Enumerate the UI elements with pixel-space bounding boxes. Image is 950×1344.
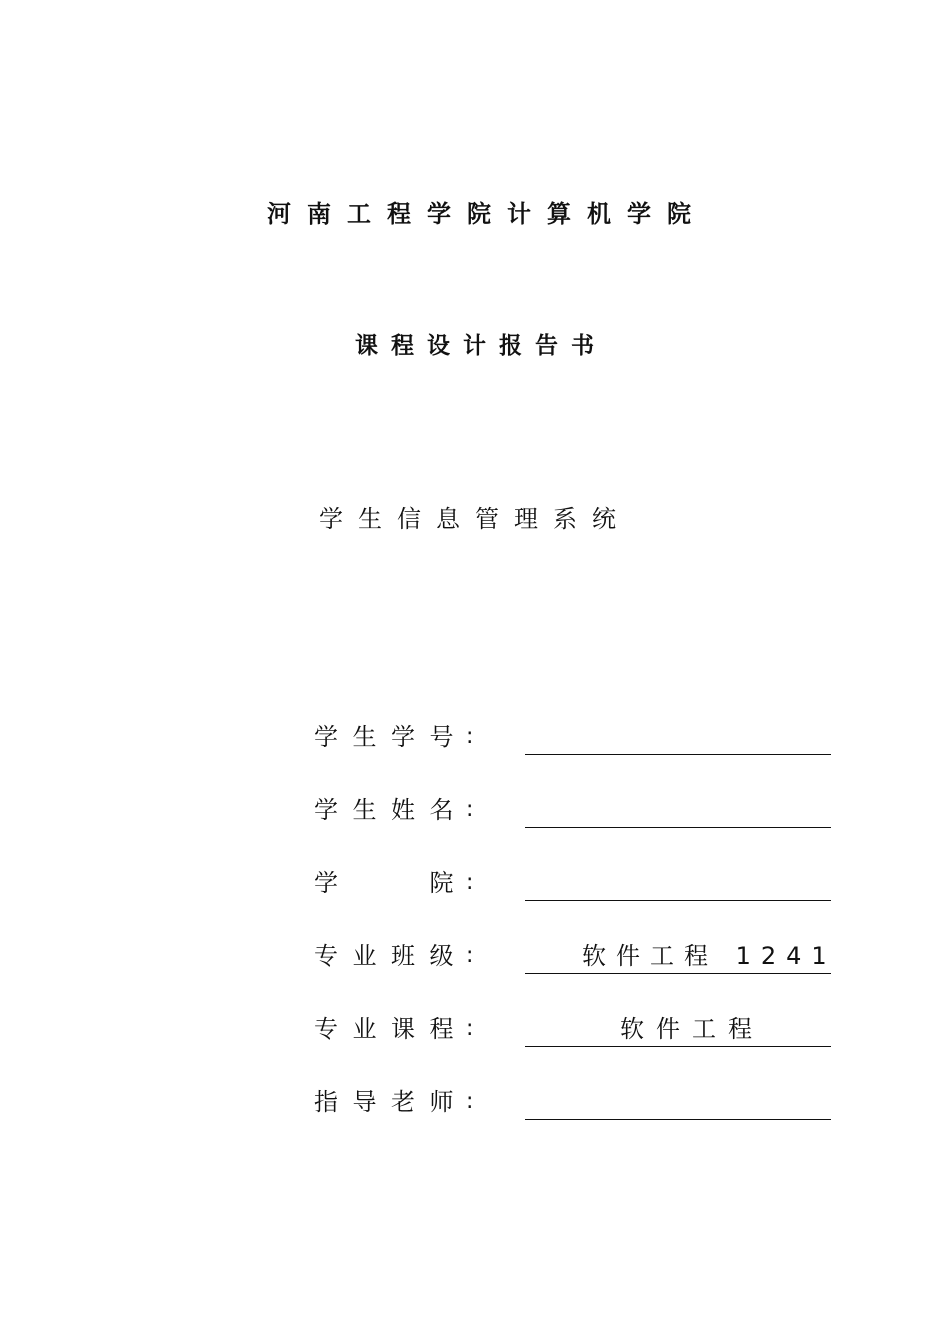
field-course: [314, 1012, 834, 1052]
label-char: 业: [352, 942, 377, 970]
field-colon: :: [466, 943, 474, 968]
field-colon: :: [466, 870, 474, 895]
class-input[interactable]: [525, 939, 837, 974]
field-label: [314, 793, 454, 827]
field-student-id: [314, 720, 834, 760]
label-char: 姓: [391, 796, 415, 824]
field-colon: :: [466, 1089, 474, 1114]
label-char: 程: [429, 1015, 454, 1043]
label-char: 级: [429, 942, 454, 970]
field-label: [314, 939, 454, 973]
label-char: 学: [314, 796, 338, 824]
college-input[interactable]: [525, 866, 831, 901]
label-char: 指: [314, 1088, 338, 1116]
field-college: [314, 866, 834, 906]
student-id-input[interactable]: [525, 720, 831, 755]
field-advisor: [314, 1085, 834, 1125]
label-char: 师: [429, 1088, 454, 1116]
field-label: [314, 1012, 454, 1046]
label-char: 生: [352, 723, 377, 751]
field-colon: :: [466, 1016, 474, 1041]
field-label: [314, 866, 454, 900]
advisor-input[interactable]: [525, 1085, 831, 1120]
field-student-name: [314, 793, 834, 833]
field-colon: :: [466, 724, 474, 749]
project-title: 学生信息管理系统: [319, 505, 631, 533]
label-char: 生: [352, 796, 377, 824]
label-char: 学: [391, 723, 415, 751]
school-name: 河南工程学院计算机学院: [267, 200, 707, 228]
field-label: [314, 720, 454, 754]
label-char: 导: [352, 1088, 377, 1116]
field-value: 软件工程: [620, 1015, 764, 1043]
label-char: 专: [314, 942, 338, 970]
label-char: 学: [314, 723, 338, 751]
field-colon: :: [466, 797, 474, 822]
student-name-input[interactable]: [525, 793, 831, 828]
label-char: 专: [314, 1015, 338, 1043]
label-char: 院: [429, 869, 454, 897]
label-char: 学: [314, 869, 338, 897]
field-label: [314, 1085, 454, 1119]
label-char: 老: [391, 1088, 415, 1116]
label-char: 名: [429, 796, 454, 824]
field-value: 软件工程 1241: [582, 942, 837, 970]
report-title: 课程设计报告书: [355, 333, 607, 359]
label-char: 号: [429, 723, 454, 751]
label-char: 课: [391, 1015, 415, 1043]
label-char: 业: [352, 1015, 377, 1043]
label-char: 班: [391, 942, 415, 970]
course-input[interactable]: [525, 1012, 831, 1047]
field-class: [314, 939, 837, 979]
